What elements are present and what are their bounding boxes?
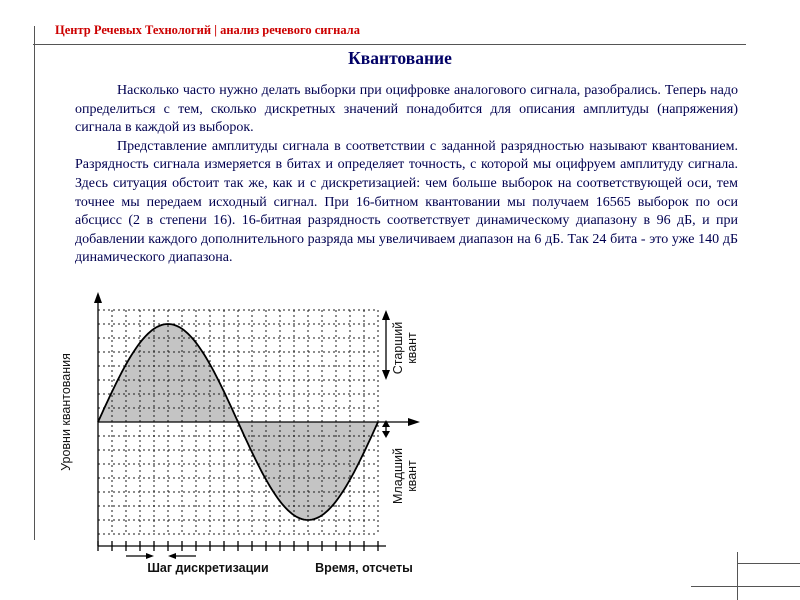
diagram-geometry bbox=[94, 292, 420, 559]
corner-horizontal-rule-2 bbox=[691, 586, 800, 587]
lsb-label-line1: Младший bbox=[391, 448, 405, 504]
msb-label-line1: Старший bbox=[391, 321, 405, 375]
paragraph-1: Насколько часто нужно делать выборки при оцифровке аналогового сигнала, разобрались. Теперь надо определиться с тем, сколько дискретных значений понадобится для описания амплитуды (напряжения) сигнала в каждой из выборок. bbox=[75, 83, 738, 136]
corner-horizontal-rule-1 bbox=[737, 563, 800, 564]
left-border-rule bbox=[34, 26, 35, 540]
header-brand: Центр Речевых Технологий | анализ речевого сигнала bbox=[55, 23, 360, 37]
sampling-step-label: Шаг дискретизации bbox=[147, 561, 269, 575]
paragraph-2: Представление амплитуды сигнала в соответствии с заданной разрядностью называют квантованием. Разрядность сигнала измеряется в битах и определяет точность, с которой мы оцифруем амплитуду сигнала. Здесь ситуация обстоит так же, как и с дискретизацией: чем больше выборок на соответствующей оси, тем точнее мы передаем исходный сигнал. При 16-битном квантовании мы получаем 16565 выборок по оси абсцисс (2 в степени 16). 16-битная разрядность соответствует динамическому диапазону в 96 дБ, и при добавлении каждого дополнительного разряда мы увеличиваем диапазон на 6 дБ. Так 24 бита - это уже 140 дБ динамического диапазона. bbox=[75, 138, 738, 266]
lsb-label-line2: квант bbox=[405, 460, 419, 492]
x-axis-label: Время, отсчеты bbox=[315, 561, 413, 575]
corner-vertical-rule bbox=[737, 552, 738, 600]
msb-label-line2: квант bbox=[405, 332, 419, 364]
slide-title: Квантование bbox=[348, 48, 452, 68]
quantization-diagram bbox=[56, 290, 486, 582]
y-axis-label: Уровни квантования bbox=[59, 353, 73, 471]
body-text bbox=[75, 82, 738, 268]
header-rule bbox=[33, 44, 746, 45]
